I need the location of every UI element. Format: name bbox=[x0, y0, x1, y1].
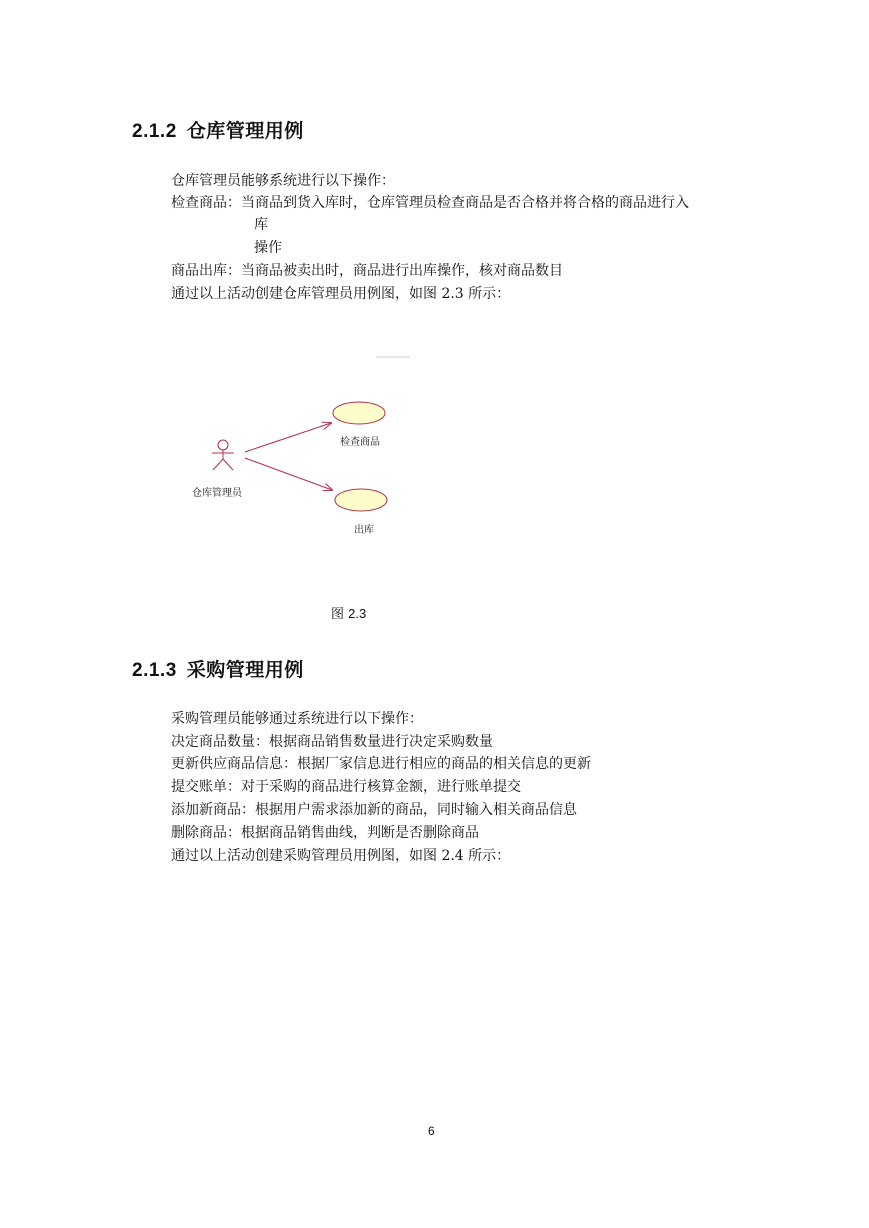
paragraph-line: 操作 bbox=[254, 240, 282, 256]
paragraph-line: 提交账单：对于采购的商品进行核算金额，进行账单提交 bbox=[171, 779, 521, 795]
paragraph-line: 删除商品：根据商品销售曲线，判断是否删除商品 bbox=[171, 825, 479, 841]
use-case-diagram bbox=[180, 345, 440, 550]
caption-number: 2.3 bbox=[348, 606, 367, 621]
association-arrow-outbound bbox=[245, 458, 332, 490]
usecase-label-outbound: 出库 bbox=[354, 525, 374, 536]
paragraph-line: 仓库管理员能够系统进行以下操作： bbox=[171, 173, 395, 189]
page-number: 6 bbox=[428, 1124, 435, 1138]
section-number: 2.1.3 bbox=[132, 660, 177, 681]
paragraph-line: 检查商品：当商品到货入库时，仓库管理员检查商品是否合格并将合格的商品进行入 bbox=[171, 195, 689, 211]
usecase-ellipse-outbound bbox=[335, 489, 387, 511]
paragraph-line: 通过以上活动创建仓库管理员用例图，如图 2.3 所示： bbox=[171, 286, 511, 302]
actor-label: 仓库管理员 bbox=[192, 488, 242, 499]
actor-stick-figure bbox=[212, 440, 234, 470]
section-heading-2-1-3 bbox=[132, 655, 304, 682]
use-case-diagram-svg bbox=[180, 345, 440, 550]
paragraph-line: 通过以上活动创建采购管理员用例图，如图 2.4 所示： bbox=[171, 848, 511, 864]
section-heading-2-1-2 bbox=[132, 116, 304, 143]
paragraph-line: 采购管理员能够通过系统进行以下操作： bbox=[171, 711, 423, 727]
association-arrow-check bbox=[245, 423, 331, 452]
section-number: 2.1.2 bbox=[132, 121, 177, 142]
section-title: 采购管理用例 bbox=[186, 659, 304, 681]
paragraph-line: 更新供应商品信息：根据厂家信息进行相应的商品的相关信息的更新 bbox=[171, 756, 591, 772]
usecase-label-check: 检查商品 bbox=[340, 437, 380, 448]
paragraph-line: 决定商品数量：根据商品销售数量进行决定采购数量 bbox=[171, 734, 493, 750]
paragraph-line: 库 bbox=[254, 217, 268, 233]
section-title: 仓库管理用例 bbox=[186, 120, 304, 142]
figure-caption bbox=[331, 603, 366, 622]
paragraph-line: 商品出库：当商品被卖出时，商品进行出库操作，核对商品数目 bbox=[171, 263, 563, 279]
paragraph-line: 添加新商品：根据用户需求添加新的商品，同时输入相关商品信息 bbox=[171, 802, 577, 818]
usecase-ellipse-check bbox=[333, 402, 385, 424]
caption-prefix: 图 bbox=[331, 607, 345, 622]
